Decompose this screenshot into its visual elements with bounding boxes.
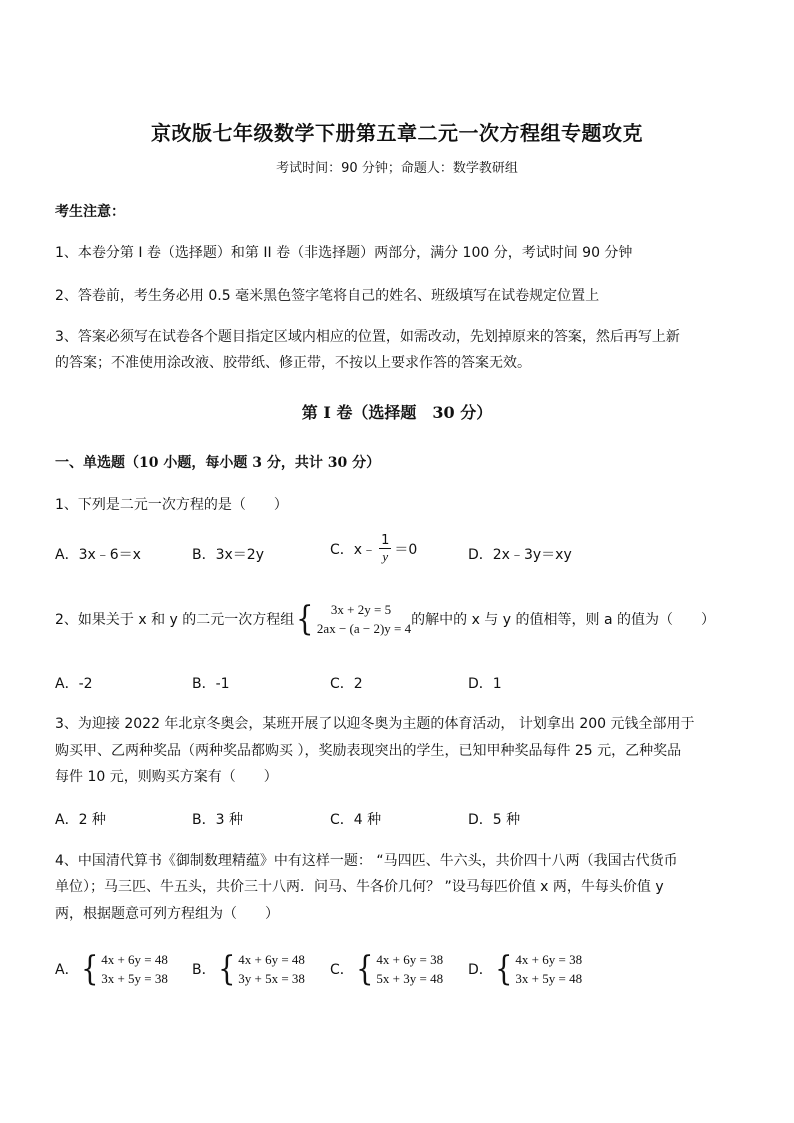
question-3-stem-line-1: 3、为迎接 2022 年北京冬奥会，某班开展了以迎冬奥为主题的体育活动， 计划拿出 200 元钱全部用于 [55, 716, 695, 732]
option-c-label: C． [330, 962, 354, 978]
question-4-stem-line-1: 4、中国清代算书《御制数理精蕴》中有这样一题： “马四匹、牛六头，共价四十八两（我国古代货币 [55, 853, 678, 869]
equation-2: 2ax − (a − 2)y = 4 [316, 621, 412, 636]
equation-1: 4x + 6y = 48 [238, 952, 305, 967]
equation-system [493, 950, 582, 988]
option-d-label: D． [468, 962, 493, 978]
equation-1: 3x + 2y = 5 [330, 602, 392, 617]
question-3-option-a: A．2 种 [55, 812, 106, 828]
notice-item-3-continued: 的答案；不准使用涂改液、胶带纸、修正带，不按以上要求作答的答案无效。 [55, 355, 531, 371]
question-2-option-c: C．2 [330, 676, 363, 692]
equation-list [376, 950, 443, 988]
left-brace-icon: { [494, 949, 513, 989]
question-1-option-d: D．2x﹣3y＝xy [468, 547, 572, 563]
equation-system [354, 950, 443, 988]
question-4-option-b [192, 950, 305, 988]
question-4-stem-line-3: 两，根据题意可列方程组为（ ） [55, 906, 279, 922]
question-2-option-b: B．-1 [192, 676, 230, 692]
equation-list [238, 950, 305, 988]
page-title: 京改版七年级数学下册第五章二元一次方程组专题攻克 [151, 121, 643, 145]
equation-2: 5x + 3y = 48 [376, 971, 444, 986]
question-4-stem-line-2: 单位）；马三匹、牛五头，共价三十八两．问马、牛各价几何？ ”设马每匹价值 x 两，牛每头价值 y [55, 879, 664, 895]
notice-item-1: 1、本卷分第 I 卷（选择题）和第 II 卷（非选择题）两部分，满分 100 分，考试时间 90 分钟 [55, 245, 633, 261]
question-2-option-a: A．-2 [55, 676, 93, 692]
question-4-option-c [330, 950, 443, 988]
option-a-label: A． [55, 962, 79, 978]
question-4-option-d [468, 950, 582, 988]
question-2-option-d: D．1 [468, 676, 502, 692]
question-2-stem [55, 600, 715, 638]
left-brace-icon: { [355, 949, 374, 989]
part-1-title: 第 I 卷（选择题 30 分） [301, 403, 493, 422]
option-b-label: B． [192, 962, 216, 978]
question-3-option-b: B．3 种 [192, 812, 243, 828]
equation-list [101, 950, 168, 988]
equation-list [317, 600, 411, 638]
equation-2: 3x + 5y = 38 [101, 971, 168, 986]
equation-2: 3x + 5y = 48 [515, 971, 583, 986]
fraction-numerator: 1 [381, 533, 390, 548]
equation-system [216, 950, 305, 988]
equation-2: 3y + 5x = 38 [238, 971, 305, 986]
left-brace-icon: { [296, 599, 314, 639]
question-4-option-a [55, 950, 168, 988]
question-3-option-c: C．4 种 [330, 812, 382, 828]
option-c-prefix: C．x﹣ [330, 541, 377, 558]
fraction [379, 533, 391, 564]
equation-1: 4x + 6y = 48 [101, 952, 168, 967]
notice-item-2: 2、答卷前，考生务必用 0.5 毫米黑色签字笔将自己的姓名、班级填写在试卷规定位置上 [55, 288, 600, 304]
question-1-option-b: B．3x＝2y [192, 547, 264, 563]
section-1-title: 一、单选题（10 小题，每小题 3 分，共计 30 分） [55, 455, 381, 471]
question-3-stem-line-2: 购买甲、乙两种奖品（两种奖品都购买 ），奖励表现突出的学生，已知甲种奖品每件 25 元，乙种奖品 [55, 743, 682, 759]
notice-item-3: 3、答案必须写在试卷各个题目指定区域内相应的位置，如需改动，先划掉原来的答案，然后再写上新 [55, 329, 680, 345]
equation-1: 4x + 6y = 38 [376, 952, 444, 967]
fraction-denominator: y [382, 549, 389, 564]
question-2-stem-part-b: 的解中的 x 与 y 的值相等，则 a 的值为（ ） [411, 612, 715, 628]
left-brace-icon: { [80, 949, 99, 989]
option-c-suffix: ＝0 [394, 541, 418, 558]
question-1-stem: 1、下列是二元一次方程的是（ ） [55, 497, 288, 513]
left-brace-icon: { [217, 949, 236, 989]
equation-system [294, 600, 411, 638]
notice-heading: 考生注意： [55, 204, 125, 220]
question-2-stem-part-a: 2、如果关于 x 和 y 的二元一次方程组 [55, 612, 295, 628]
question-3-option-d: D．5 种 [468, 812, 521, 828]
exam-info: 考试时间：90 分钟；命题人：数学教研组 [276, 161, 518, 176]
equation-list [515, 950, 582, 988]
equation-1: 4x + 6y = 38 [515, 952, 583, 967]
question-1-option-c [330, 533, 417, 564]
equation-system [79, 950, 168, 988]
question-3-stem-line-3: 每件 10 元，则购买方案有（ ） [55, 769, 278, 785]
question-1-option-a: A．3x﹣6＝x [55, 547, 141, 563]
